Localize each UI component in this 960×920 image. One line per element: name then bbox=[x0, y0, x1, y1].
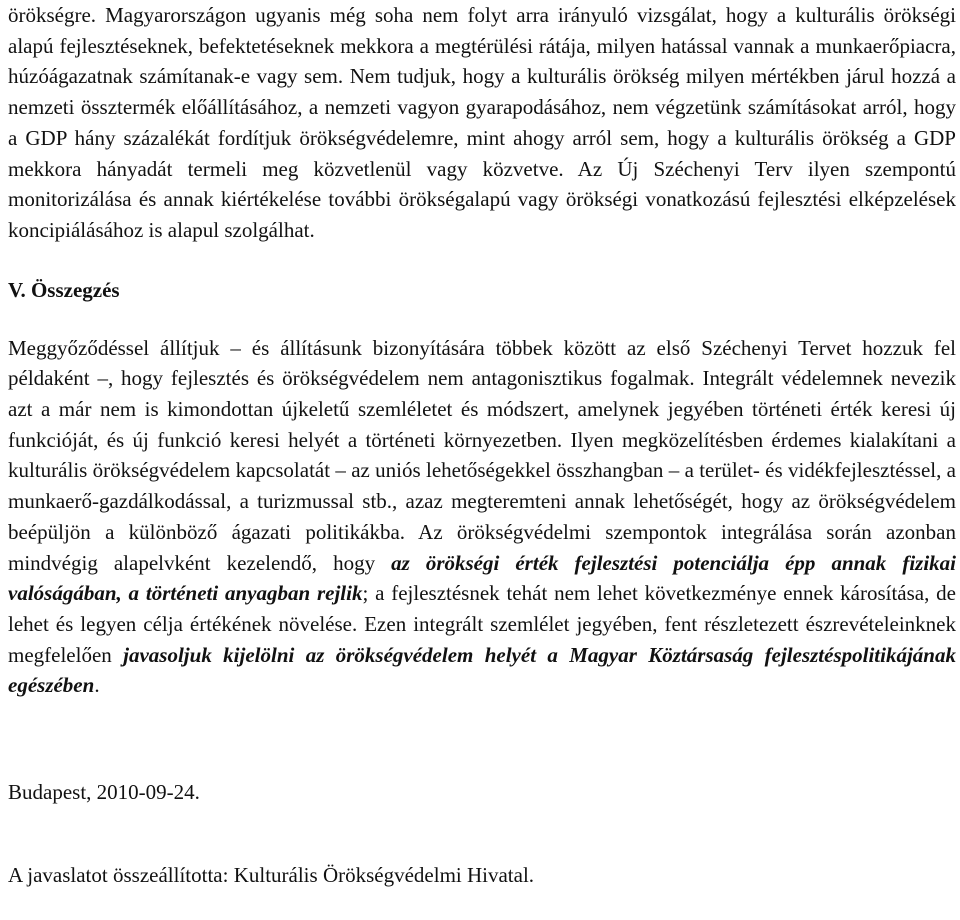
intro-sentence-2: Nem tudjuk, hogy a kulturális örökség milyen mértékben járul hozzá a nemzeti össztermék előállításához, a nemzeti vagyon gyarapodásához, nem végzetünk számításokat arról, hogy a GDP hány százalékát fordítjuk örökségvédelemre, mint ahogy arról sem, hogy a kulturális örökség a GDP mekkora hányadát termeli meg közvetlenül vagy közvetve. bbox=[8, 64, 956, 181]
date-line: Budapest, 2010-09-24. bbox=[8, 780, 200, 805]
summary-text-1: Meggyőződéssel állítjuk – és állításunk bizonyítására többek között az első Széchenyi Tervet hozzuk fel példaként –, hogy fejlesztés és örökségvédelem nem antagonisztikus fogalmak. Integrált védelemnek nevezik azt a már nem is kimondottan újkeletű szemléletet és módszert, amelynek jegyében történeti érték keresi új funkcióját, és új funkció keresi helyét a történeti környezetben. Ilyen megközelítésben érdemes kialakítani a kulturális örökségvédelem kapcsolatát – az uniós lehetőségekkel összhangban – a terület- és vidékfejlesztéssel, a munkaerő-gazdálkodással, a turizmussal stb., azaz megteremteni annak lehetőségét, hogy az örökségvédelem beépüljön a különböző ágazati politikákba. Az örökségvédelmi szempontok integrálása során azonban mindvégig alapelvként kezelendő, hogy bbox=[8, 335, 956, 575]
summary-paragraph bbox=[8, 333, 956, 701]
intro-paragraph bbox=[8, 0, 956, 246]
intro-sentence-3: Az Új Széchenyi Terv ilyen szempontú monitorizálása és annak kiértékelése további örökségalapú vagy örökségi vonatkozású fejlesztési elképzelések koncipiálásához is alapul szolgálhat. bbox=[8, 156, 956, 242]
document-page bbox=[8, 0, 956, 890]
summary-emphasis-1: az örökségi érték fejlesztési potenciálja épp annak fizikai valóságában, a történeti anyagban rejlik bbox=[8, 550, 957, 606]
section-heading: V. Összegzés bbox=[8, 277, 120, 302]
summary-emphasis-2: javasoljuk kijelölni az örökségvédelem helyét a Magyar Köztársaság fejlesztéspolitikájának egészében bbox=[8, 642, 956, 698]
intro-sentence-1: örökségre. Magyarországon ugyanis még soha nem folyt arra irányuló vizsgálat, hogy a kulturális örökségi alapú fejlesztéseknek, befektetéseknek mekkora a megtérülési rátája, milyen hatással vannak a munkaerőpiacra, húzóágazatnak számítanak-e vagy sem. bbox=[8, 3, 956, 89]
summary-text-3: . bbox=[94, 673, 100, 698]
summary-text-2: ; a fejlesztésnek tehát nem lehet következménye ennek károsítása, de lehet és legyen célja értékének növelése. Ezen integrált szemlélet jegyében, fent részletezett észrevételeinknek megfelelően bbox=[8, 581, 956, 667]
signature-line: A javaslatot összeállította: Kulturális Örökségvédelmi Hivatal. bbox=[8, 862, 535, 887]
